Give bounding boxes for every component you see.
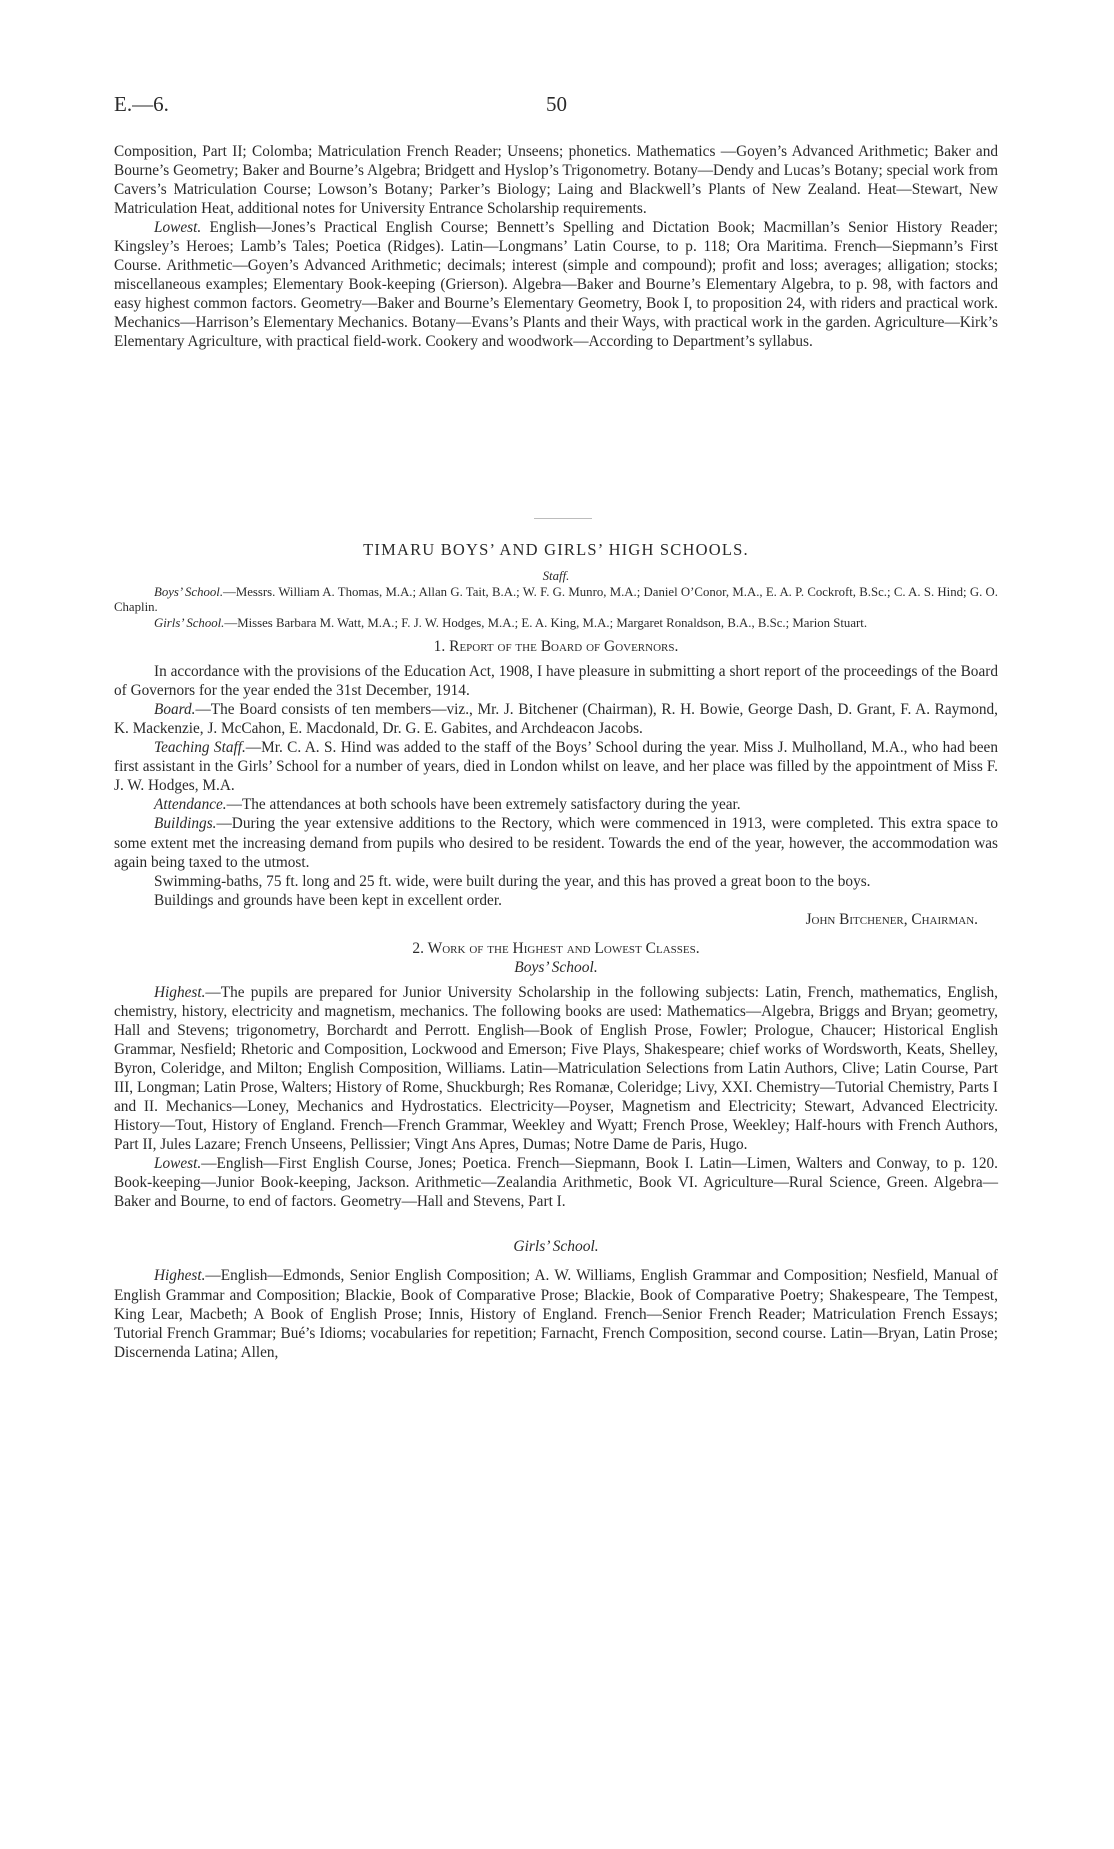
run-in-heading: Lowest. xyxy=(154,1155,202,1173)
paragraph: Swimming-baths, 75 ft. long and 25 ft. wide, were built during the year, and this has proved a great boon to the boys. xyxy=(154,872,871,890)
run-in-heading: Lowest. xyxy=(154,219,202,237)
run-in-heading: Buildings. xyxy=(154,815,217,833)
paragraph-text: —The Board consists of ten members—viz., Mr. J. Bitchener (Chairman), R. H. Bowie, George Dash, D. Grant, F. A. Raymond, K. Mackenzie, J. McCahon, E. Macdonald, Dr. G. E. Gabites, and Archdeacon Jacobs. xyxy=(114,701,998,738)
paragraph-text: —English—Edmonds, Senior English Composition; A. W. Williams, English Grammar and Composition; Nesfield, Manual of English Grammar and Composition; Blackie, Book of Comparative Prose; Blackie, Book of Comparative Poetry; Shakespeare, The Tempest, King Lear, Macbeth; A Book of English Prose; Innis, History of England. French—Senior French Reader; Matriculation French Essays; Tutorial French Grammar; Bué’s Idioms; vocabularies for repetition; Farnacht, French Composition, second course. Latin—Bryan, Latin Prose; Discernenda Latina; Allen, xyxy=(114,1267,998,1361)
report-heading: 1. Report of the Board of Governors. xyxy=(433,638,679,656)
run-in-heading: Boys’ School. xyxy=(154,584,224,599)
paragraph-text: —English—First English Course, Jones; Poetica. French—Siepmann, Book I. Latin—Limen, Walters and Conway, to p. 120. Book-keeping—Junior Book-keeping, Jackson. Arithmetic—Zealandia Arithmetic, Book VI. Agriculture—Rural Science, Green. Algebra—Baker and Bourne, to end of factors. Geometry—Hall and Stevens, Part I. xyxy=(114,1155,998,1211)
girls-staff xyxy=(114,616,998,632)
paragraph-text: —Mr. C. A. S. Hind was added to the staff of the Boys’ School during the year. Miss J. Mulholland, M.A., who had been first assistant in the Girls’ School for a number of years, died in London whilst on leave, and her place was filled by the appointment of Miss F. J. W. Hodges, M.A. xyxy=(114,739,998,795)
paragraph-text: —The pupils are prepared for Junior University Scholarship in the following subjects: Latin, French, mathematics, English, chemistry, history, electricity and magnetism, mechanics. The following books are used: Mathematics—Algebra, Briggs and Bryan; geometry, Hall and Stevens; trigonometry, Borchardt and Perrott. English—Book of English Prose, Fowler; Prologue, Chaucer; Historical English Grammar, Nesfield; Rhetoric and Composition, Lockwood and Emerson; Five Plays, Shakespeare; chief works of Wordsworth, Keats, Shelley, Byron, Coleridge, and Milton; English Composition, Williams. Latin—Matriculation Selections from Latin Authors, Clive; Latin Course, Part III, Longman; Latin Prose, Walters; History of Rome, Shuckburgh; Res Romanæ, Coleridge; Livy, XXI. Chemistry—Tutorial Chemistry, Parts I and II. Mechanics—Loney, Mechanics and Hydrostatics. Electricity—Poyser, Magnetism and Electricity; Stewart, Advanced Electricity. History—Tout, History of England. French—French Grammar, Weekley and Wyatt; French Prose, Weekley; Half-hours with French Authors, Part II, Jules Lazare; French Unseens, Pellissier; Vingt Ans Apres, Dumas; Notre Dame de Paris, Hugo. xyxy=(114,983,998,1154)
paragraph-lowest xyxy=(114,218,998,351)
work-heading: 2. Work of the Highest and Lowest Classes. xyxy=(412,939,700,957)
paragraph-boys-highest xyxy=(114,983,998,1154)
run-in-heading: Attendance. xyxy=(154,796,227,814)
page-number: 50 xyxy=(546,92,567,116)
run-in-heading: Board. xyxy=(154,701,196,719)
staff-heading: Staff. xyxy=(542,569,570,584)
paragraph: In accordance with the provisions of the Education Act, 1908, I have pleasure in submitting a short report of the proceedings of the Board of Governors for the year ended the 31st December, 1914. xyxy=(114,663,998,700)
staff-list: —Misses Barbara M. Watt, M.A.; F. J. W. Hodges, M.A.; E. A. King, M.A.; Margaret Ronaldson, B.A., B.Sc.; Marion Stuart. xyxy=(224,615,868,630)
paragraph-boys-lowest xyxy=(114,1154,998,1211)
run-in-heading: Highest. xyxy=(154,983,206,1001)
staff-list: —Messrs. William A. Thomas, M.A.; Allan G. Tait, B.A.; W. F. G. Munro, M.A.; Daniel O’Conor, M.A., E. A. P. Cockroft, B.Sc.; C. A. S. Hind; G. O. Chaplin. xyxy=(114,584,998,615)
top-continuation xyxy=(114,142,998,352)
paragraph-board xyxy=(114,700,998,738)
section-title: TIMARU BOYS’ AND GIRLS’ HIGH SCHOOLS. xyxy=(363,540,749,559)
paragraph-text: —During the year extensive additions to the Rectory, which were commenced in 1913, were completed. This extra space to some extent met the increasing demand from pupils who desired to be resident. Towards the end of the year, however, the accommodation was again being taxed to the utmost. xyxy=(114,815,998,871)
run-in-heading: Teaching Staff. xyxy=(154,739,246,757)
boys-staff xyxy=(114,585,998,616)
signature: John Bitchener, Chairman. xyxy=(805,910,978,928)
paragraph-text: English—Jones’s Practical English Course; Bennett’s Spelling and Dictation Book; Macmillan’s Senior History Reader; Kingsley’s Heroes; Lamb’s Tales; Poetica (Ridges). Latin—Longmans’ Latin Course, to p. 118; Ora Maritima. French—Siepmann’s First Course. Arithmetic—Goyen’s Advanced Arithmetic; decimals; interest (simple and compound); profit and loss; averages; alligation; stocks; miscellaneous examples; Elementary Book-keeping (Grierson). Algebra—Baker and Bourne’s Elementary Algebra, to p. 98, with factors and easy highest common factors. Geometry—Baker and Bourne’s Elementary Geometry, Book I, to proposition 24, with riders and practical work. Mechanics—Harrison’s Elementary Mechanics. Botany—Evans’s Plants and their Ways, with practical work in the garden. Agriculture—Kirk’s Elementary Agriculture, with practical field-work. Cookery and woodwork—According to Department’s syllabus. xyxy=(114,219,998,351)
paragraph: Buildings and grounds have been kept in excellent order. xyxy=(154,891,502,909)
paragraph-text: —The attendances at both schools have been extremely satisfactory during the year. xyxy=(226,796,741,814)
timaru-section xyxy=(114,540,998,1362)
run-in-heading: Girls’ School. xyxy=(154,615,225,630)
section-divider xyxy=(534,518,592,519)
paragraph-attendance xyxy=(114,795,998,814)
paragraph-buildings xyxy=(114,814,998,871)
boys-school-heading: Boys’ School. xyxy=(514,958,598,976)
paragraph: Composition, Part II; Colomba; Matriculation French Reader; Unseens; phonetics. Mathematics —Goyen’s Advanced Arithmetic; Baker and Bourne’s Geometry; Baker and Bourne’s Algebra; Bridgett and Hyslop’s Trigonometry. Botany—Dendy and Lucas’s Botany; special work from Cavers’s Matriculation Course; Lowson’s Botany; Parker’s Biology; Laing and Blackwell’s Plants of New Zealand. Heat—Stewart, New Matriculation Heat, additional notes for University Entrance Scholarship requirements. xyxy=(114,143,998,218)
run-in-heading: Highest. xyxy=(154,1267,206,1285)
paragraph-girls-highest xyxy=(114,1266,998,1361)
page-header-code: E.—6. xyxy=(114,92,169,116)
paragraph-teaching-staff xyxy=(114,738,998,795)
girls-school-heading: Girls’ School. xyxy=(513,1238,599,1256)
